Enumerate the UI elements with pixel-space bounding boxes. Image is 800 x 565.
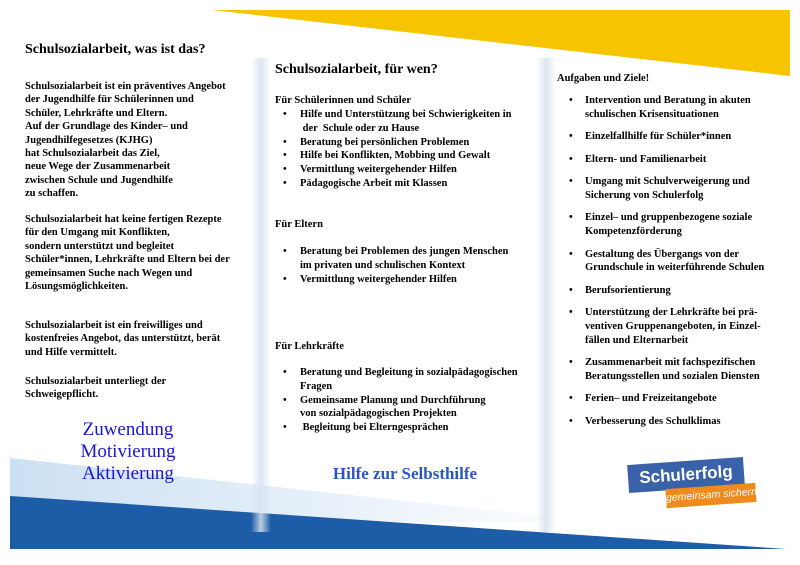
list-item: • Beratung bei persönlichen Problemen [275, 136, 511, 150]
list-item: • Beratung und Begleitung in sozialpädagogischen Fragen [275, 366, 518, 394]
group-heading-students: Für Schülerinnen und Schüler [275, 95, 412, 106]
keyword: Motivierung [80, 441, 176, 462]
keyword: Aktivierung [82, 463, 174, 484]
logo-sub-text: gemeinsam sichern [665, 483, 756, 508]
list-item: • Pädagogische Arbeit mit Klassen [275, 177, 511, 191]
logo-main-text: Schulerfolg [627, 457, 745, 493]
panel-fold-left [251, 58, 271, 532]
list-item: • Hilfe bei Konflikten, Mobbing und Gewalt [275, 149, 511, 163]
list-item: • Zusammenarbeit mit fachspezifischen Beratungsstellen und sozialen Diensten [557, 356, 764, 383]
list-item: • Einzel– und gruppenbezogene soziale Kompetenzförderung [557, 211, 764, 238]
slogan: Hilfe zur Selbsthilfe [332, 464, 478, 483]
paragraph-confidentiality: Schulsozialarbeit unterliegt der Schweigepflicht. [25, 376, 167, 401]
keyword-list [40, 419, 216, 485]
paragraph-voluntary: Schulsozialarbeit ist ein freiwilliges und kostenfreies Angebot, das unterstützt, berät und Hilfe vermittelt. [25, 320, 221, 358]
list-item: • Berufsorientierung [557, 284, 764, 298]
list-item: • Gestaltung des Übergangs von der Grundschule in weiterführende Schulen [557, 248, 764, 275]
list-item: • Begleitung bei Elterngesprächen [275, 421, 518, 435]
teachers-list [275, 366, 518, 435]
list-item: • Unterstützung der Lehrkräfte bei prä- ventiven Gruppenangeboten, in Einzel- fällen und Elternarbeit [557, 306, 764, 347]
list-item: • Vermittlung weitergehender Hilfen [275, 163, 511, 177]
list-item: • Vermittlung weitergehender Hilfen [275, 273, 508, 287]
list-item: • Hilfe und Unterstützung bei Schwierigkeiten in der Schule oder zu Hause [275, 108, 511, 136]
paragraph-definition: Schulsozialarbeit ist ein präventives Angebot der Jugendhilfe für Schülerinnen und Schüler, Lehrkräfte und Eltern. Auf der Grundlage des Kinder– und Jugendhilfegesetzes (KJHG) hat Schulsozialarbeit das Ziel, neue Wege der Zusammenarbeit zwischen Schule und Jugendhilfe zu schaffen. [25, 81, 226, 200]
keyword: Zuwendung [82, 419, 174, 440]
list-item: • Verbesserung des Schulklimas [557, 415, 764, 429]
parents-list [275, 245, 508, 286]
list-item: • Einzelfallhilfe für Schüler*innen [557, 130, 764, 144]
list-item: • Gemeinsame Planung und Durchführung von sozialpädagogischen Projekten [275, 394, 518, 422]
panel-tasks-title: Aufgaben und Ziele! [557, 73, 650, 84]
group-heading-teachers: Für Lehrkräfte [275, 341, 344, 352]
panel-fold-right [536, 58, 556, 532]
list-item: • Intervention und Beratung in akuten schulischen Krisensituationen [557, 94, 764, 121]
tasks-list [557, 94, 764, 437]
list-item: • Umgang mit Schulverweigerung und Sicherung von Schulerfolg [557, 175, 764, 202]
list-item: • Eltern- und Familienarbeit [557, 153, 764, 167]
panel-who-title: Schulsozialarbeit, für wen? [275, 62, 438, 77]
list-item: • Ferien– und Freizeitangebote [557, 392, 764, 406]
students-list [275, 108, 511, 191]
paragraph-approach: Schulsozialarbeit hat keine fertigen Rezepte für den Umgang mit Konflikten, sondern unterstützt und begleitet Schüler*innen, Lehrkräfte und Eltern bei der gemeinsamen Suche nach Wegen und Lösungsmöglichkeiten. [25, 214, 230, 293]
panel-what-title: Schulsozialarbeit, was ist das? [25, 42, 206, 57]
list-item: • Beratung bei Problemen des jungen Menschen im privaten und schulischen Kontext [275, 245, 508, 273]
group-heading-parents: Für Eltern [275, 219, 323, 230]
schulerfolg-logo [626, 458, 761, 514]
